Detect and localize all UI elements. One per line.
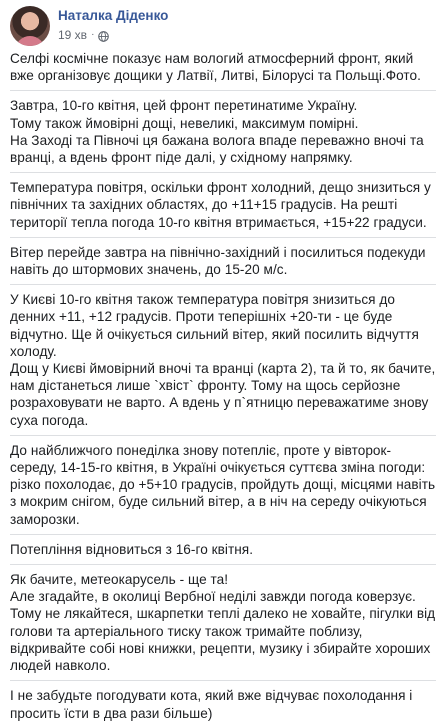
paragraph-divider bbox=[10, 564, 436, 565]
post-text-line: До найближчого понеділка знову потепліє, проте у вівторок-середу, 14-15-го квітня, в Україні очікується суттєва зміна погоди: різко похолодає, до +5+10 градусів, пройдуть дощі, місцями навіть з мокрим снігом, буде сильний вітер, а в ніч на середу очікуються заморозки. bbox=[10, 442, 436, 527]
paragraph-divider bbox=[10, 172, 436, 173]
paragraph-divider bbox=[10, 534, 436, 535]
post-paragraph bbox=[10, 571, 436, 674]
paragraph-divider bbox=[10, 90, 436, 91]
author-avatar[interactable] bbox=[10, 6, 50, 46]
globe-icon[interactable] bbox=[98, 30, 109, 41]
post-text-line: На Заході та Півночі ця бажана волога впаде переважно вночі та вранці, а вдень фронт піде далі, у східному напрямку. bbox=[10, 132, 424, 166]
post-text-line: Але згадайте, в околиці Вербної неділі завжди погода коверзує. bbox=[10, 589, 416, 605]
author-name-link[interactable]: Наталка Діденко bbox=[58, 8, 169, 23]
paragraph-divider bbox=[10, 237, 436, 238]
post-timeline bbox=[58, 27, 168, 43]
post-text-line: Вітер перейде завтра на північно-західний і посилиться подекуди навіть до штормових значень, до 15-20 м/с. bbox=[10, 244, 426, 278]
post-text-line: І не забудьте погодувати кота, який вже відчуває похолодання і просить їсти в два рази більше) bbox=[10, 688, 413, 721]
post-text-line: Потепління відновиться з 16-го квітня. bbox=[10, 541, 254, 557]
separator-dot: · bbox=[91, 29, 95, 40]
post-meta bbox=[58, 6, 168, 43]
post-text-line: Завтра, 10-го квітня, цей фронт перетинатиме Україну. bbox=[10, 98, 358, 114]
post-text-line: Тому також ймовірні дощі, невеликі, максимум помірні. bbox=[10, 115, 359, 131]
post-paragraph bbox=[10, 541, 436, 558]
post-text-line: Дощ у Києві ймовірний вночі та вранці (карта 2), та й то, як бачите, нам дістанеться лише `хвіст` фронту. Тому на щось серйозне розраховувати не варто. А вдень у п`ятницю переважатиме знову суха погода. bbox=[10, 361, 436, 428]
post-time-link[interactable]: 19 хв bbox=[58, 28, 88, 42]
post-header bbox=[10, 6, 436, 46]
post-text-line: У Києві 10-го квітня також температура повітря знизиться до денних +11, +12 градусів. Проти теперішніх +20-ти - це буде відчутно. Ще й очікується сильний вітер, який посилить відчуття холоду. bbox=[10, 292, 419, 359]
post-paragraph bbox=[10, 50, 436, 84]
post-paragraph bbox=[10, 442, 436, 528]
post-text-line: Як бачите, метеокарусель - ще та! bbox=[10, 572, 229, 588]
post-paragraph bbox=[10, 687, 436, 721]
post-body bbox=[10, 50, 436, 722]
post-paragraph bbox=[10, 97, 436, 166]
post-text-line: Температура повітря, оскільки фронт холодний, дещо знизиться у північних та західних областях, до +11+15 градусів. На решті території тепла погода 10-го квітня втримається, +15+22 градуси. bbox=[10, 180, 431, 230]
post-text-line: Селфі космічне показує нам вологий атмосферний фронт, який вже організовує дощики у Латвії, Литві, Білорусі та Польщі.Фото. bbox=[10, 51, 421, 84]
post-text-line: Тому не лякайтеся, шкарпетки теплі далеко не ховайте, пігулки від голови та артеріального тиску також тримайте поблизу, відкривайте собі нові книжки, рецепти, музику і збирайте хороших людей навколо. bbox=[10, 606, 436, 674]
post-paragraph bbox=[10, 244, 436, 278]
post-paragraph bbox=[10, 179, 436, 231]
post-paragraph bbox=[10, 291, 436, 429]
paragraph-divider bbox=[10, 680, 436, 681]
paragraph-divider bbox=[10, 284, 436, 285]
paragraph-divider bbox=[10, 435, 436, 436]
